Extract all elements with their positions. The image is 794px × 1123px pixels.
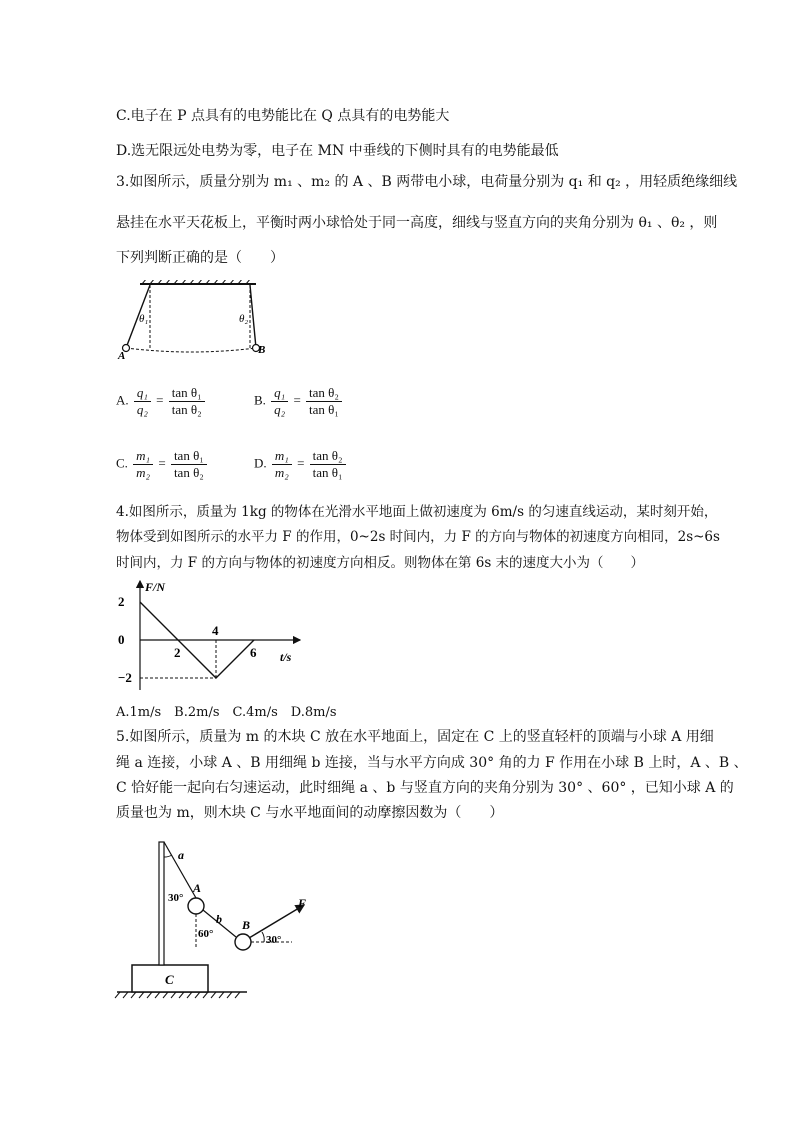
level-line [126,348,256,352]
theta1-label: θ₁ [139,313,149,325]
equals-sign: = [297,455,305,471]
option-letter: C. [116,455,128,471]
angle-arc-a [164,855,172,857]
y-tick-label: 0 [118,632,125,647]
q5-figure [112,835,332,1005]
label-ball-a: A [193,881,202,895]
q3-option-b [254,385,344,418]
option-letter: A. [116,392,129,408]
q4-force-time-chart [110,575,310,695]
fraction-left [272,448,292,481]
force-f-label: F [298,896,307,910]
fraction-num: tan θ₁ [171,448,207,465]
x-tick-label: 6 [250,645,257,660]
q3-stem-line1: 3.如图所示，质量分别为 m₁ 、m₂ 的 A 、B 两带电小球，电荷量分别为 q₁ 和 q₂ ，用轻质绝缘细线 [116,174,738,190]
label-b: B [258,344,266,356]
angle-60-label: 60° [198,928,214,940]
theta2-label: θ₂ [239,313,249,325]
q3-option-a [116,385,207,418]
q5-stem-line3: C 恰好能一起向右匀速运动，此时细绳 a 、b 与竖直方向的夹角分别为 30° 、60° ，已知小球 A 的 [116,780,734,796]
label-c: C [165,972,174,987]
fraction-num: q₁ [134,385,151,402]
x-axis-label: t/s [280,650,292,664]
y-axis-label: F/N [145,580,166,594]
angle-arc-f [262,932,264,942]
fraction-num: tan θ₂ [310,448,346,465]
y-tick-label: −2 [118,670,132,685]
fraction-den: m₂ [136,465,151,480]
fraction-num: tan θ₂ [306,385,342,402]
angle-30-a-label: 30° [168,892,184,904]
fraction-num: q₁ [271,385,288,402]
q4-options: A.1m/s B.2m/s C.4m/s D.8m/s [116,705,337,720]
fraction-right [310,448,346,481]
fraction-left [271,385,288,418]
option-letter: D. [254,455,267,471]
q3-stem-line3: 下列判断正确的是（ ） [116,250,284,266]
q2-option-c: C.电子在 P 点具有的电势能比在 Q 点具有的电势能大 [116,108,450,124]
thread-b [250,285,256,348]
q4-stem-line2: 物体受到如图所示的水平力 F 的作用，0~2s 时间内，力 F 的方向与物体的初速度方向相同，2s~6s [116,529,720,545]
fraction-right [306,385,342,418]
fraction-den: q₂ [274,402,286,417]
ball-a [188,898,204,914]
fraction-right [169,385,205,418]
q4-stem-line1: 4.如图所示，质量为 1kg 的物体在光滑水平地面上做初速度为 6m/s 的匀速直线运动，某时刻开始， [116,504,718,520]
fraction-left [133,448,153,481]
fraction-right [171,448,207,481]
fraction-den: m₂ [274,465,289,480]
fraction-num: tan θ₁ [169,385,205,402]
label-ball-b: B [242,918,251,932]
ball-b [235,934,251,950]
q5-stem-line2: 绳 a 连接，小球 A 、B 用细绳 b 连接，当与水平方向成 30° 角的力 F 作用在小球 B 上时，A 、B 、 [116,755,748,771]
equals-sign: = [156,392,164,408]
option-letter: B. [254,392,266,408]
y-tick-label: 2 [118,594,125,609]
q5-stem-line4: 质量也为 m，则木块 C 与水平地面间的动摩擦因数为（ ） [116,805,504,821]
q3-option-c [116,448,209,481]
rope-b-label: b [216,912,222,926]
fraction-num: m₁ [133,448,153,465]
vertical-rod [159,842,164,965]
angle-30-f-label: 30° [266,934,282,946]
q3-figure [112,280,272,360]
fraction-num: m₁ [272,448,292,465]
x-tick-label: 2 [174,645,181,660]
ground-hatch [115,992,240,998]
fraction-den: q₂ [136,402,148,417]
rope-a-label: a [178,848,184,862]
equals-sign: = [293,392,301,408]
q5-stem-line1: 5.如图所示，质量为 m 的木块 C 放在水平地面上，固定在 C 上的竖直轻杆的顶端与小球 A 用细 [116,729,714,745]
q4-stem-line3: 时间内，力 F 的方向与物体的初速度方向相反。则物体在第 6s 末的速度大小为（ ） [116,555,645,571]
label-a: A [118,350,126,360]
q3-option-d [254,448,348,481]
fraction-den: tan θ₂ [171,402,202,417]
x-tick-label: 4 [212,623,219,638]
fraction-left [134,385,151,418]
fraction-den: tan θ₁ [312,465,343,480]
fraction-den: tan θ₂ [173,465,204,480]
equals-sign: = [158,455,166,471]
q2-option-d: D.选无限远处电势为零，电子在 MN 中垂线的下侧时具有的电势能最低 [116,143,559,159]
fraction-den: tan θ₁ [309,402,339,417]
q3-stem-line2: 悬挂在水平天花板上，平衡时两小球恰处于同一高度，细线与竖直方向的夹角分别为 θ₁ 、θ₂ ，则 [116,215,718,231]
